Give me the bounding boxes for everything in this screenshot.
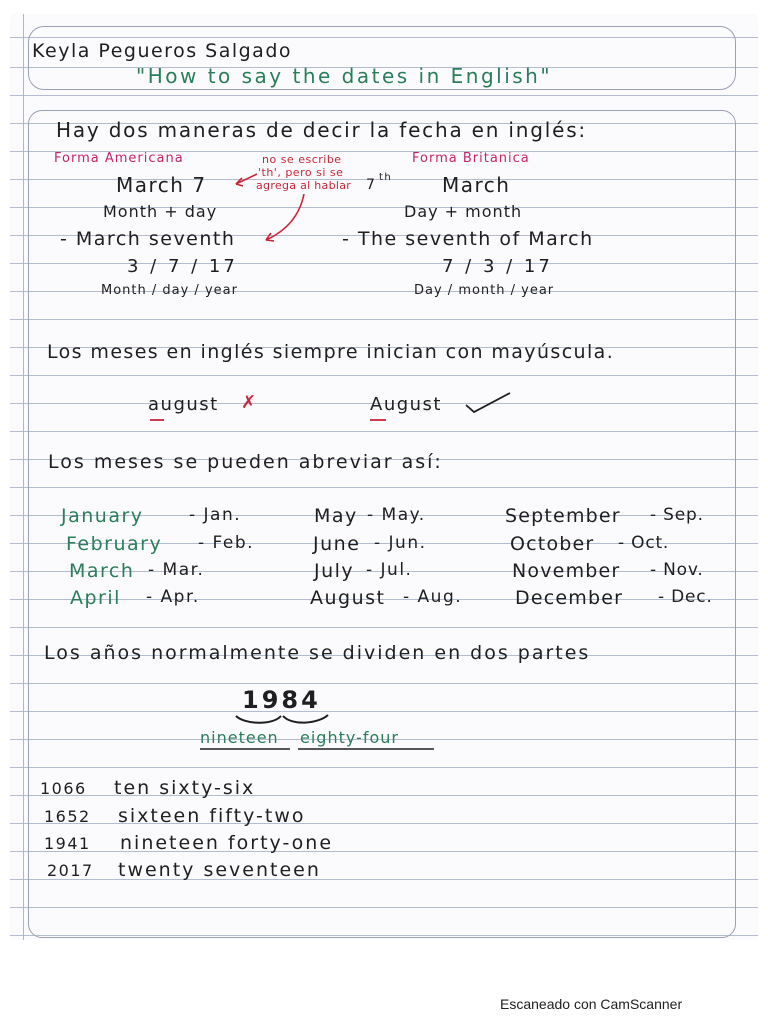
month-july: July: [314, 560, 355, 582]
abbr-december: - Dec.: [658, 587, 713, 607]
american-numeric: 3 / 7 / 17: [127, 256, 238, 277]
example-right: August: [370, 394, 442, 415]
american-date: March 7: [116, 173, 207, 197]
note-line-1: no se escribe: [262, 153, 342, 166]
abbr-april: - Apr.: [146, 587, 200, 607]
month-april: April: [70, 587, 121, 609]
month-september: September: [505, 505, 621, 527]
british-order: Day / month / year: [414, 283, 555, 298]
wrong-mark: ✗: [241, 392, 258, 413]
author-name: Keyla Pegueros Salgado: [32, 40, 292, 62]
note-line-3: agrega al hablar: [256, 179, 352, 192]
abbr-august: - Aug.: [403, 587, 463, 607]
american-spoken: - March seventh: [60, 228, 236, 250]
month-november: November: [512, 560, 621, 582]
british-numeric: 7 / 3 / 17: [442, 256, 553, 277]
year-1-number: 1066: [40, 779, 87, 798]
abbrev-intro: Los meses se pueden abreviar así:: [48, 451, 443, 473]
abbr-january: - Jan.: [189, 505, 242, 525]
abbr-october: - Oct.: [618, 533, 670, 553]
month-june: June: [313, 533, 361, 555]
month-march: March: [69, 560, 135, 582]
year-2-words: sixteen fifty-two: [118, 805, 306, 827]
year-2-number: 1652: [44, 807, 91, 826]
year-1-words: ten sixty-six: [114, 777, 256, 799]
note-line-2: 'th', pero si se: [258, 166, 344, 179]
intro-heading: Hay dos maneras de decir la fecha en inglés:: [56, 118, 587, 142]
month-january: January: [61, 505, 144, 527]
year-3-number: 1941: [44, 834, 91, 853]
abbr-february: - Feb.: [198, 533, 255, 553]
abbr-november: - Nov.: [650, 560, 704, 580]
big-year-part-2: eighty-four: [300, 728, 399, 747]
year-4-number: 2017: [47, 861, 94, 880]
year-4-words: twenty seventeen: [118, 859, 321, 881]
example-wrong: august: [148, 394, 219, 415]
abbr-march: - Mar.: [148, 560, 205, 580]
big-year-number: 1984: [242, 686, 321, 714]
month-may: May: [314, 505, 358, 527]
british-date-month: March: [442, 173, 511, 197]
year-3-words: nineteen forty-one: [120, 832, 334, 854]
scanner-footer: Escaneado con CamScanner: [500, 996, 683, 1012]
abbr-june: - Jun.: [374, 533, 427, 553]
abbr-september: - Sep.: [650, 505, 704, 525]
british-pattern: Day + month: [404, 202, 523, 221]
big-year-part-1: nineteen: [200, 728, 279, 747]
british-label: Forma Britanica: [412, 151, 530, 166]
margin-line: [23, 14, 24, 940]
capital-rule: Los meses en inglés siempre inician con mayúscula.: [47, 341, 615, 363]
years-intro: Los años normalmente se dividen en dos partes: [44, 642, 591, 664]
british-spoken: - The seventh of March: [342, 228, 594, 250]
american-order: Month / day / year: [101, 283, 238, 298]
page-title: "How to say the dates in English": [136, 64, 553, 88]
month-august: August: [310, 587, 386, 609]
month-december: December: [515, 587, 624, 609]
american-label: Forma Americana: [54, 151, 184, 166]
american-pattern: Month + day: [103, 202, 218, 221]
month-october: October: [510, 533, 595, 555]
abbr-may: - May.: [367, 505, 426, 525]
month-february: February: [66, 533, 163, 555]
abbr-july: - Jul.: [366, 560, 413, 580]
british-date-day: 7: [366, 177, 377, 193]
british-date-suffix: th: [379, 172, 393, 183]
